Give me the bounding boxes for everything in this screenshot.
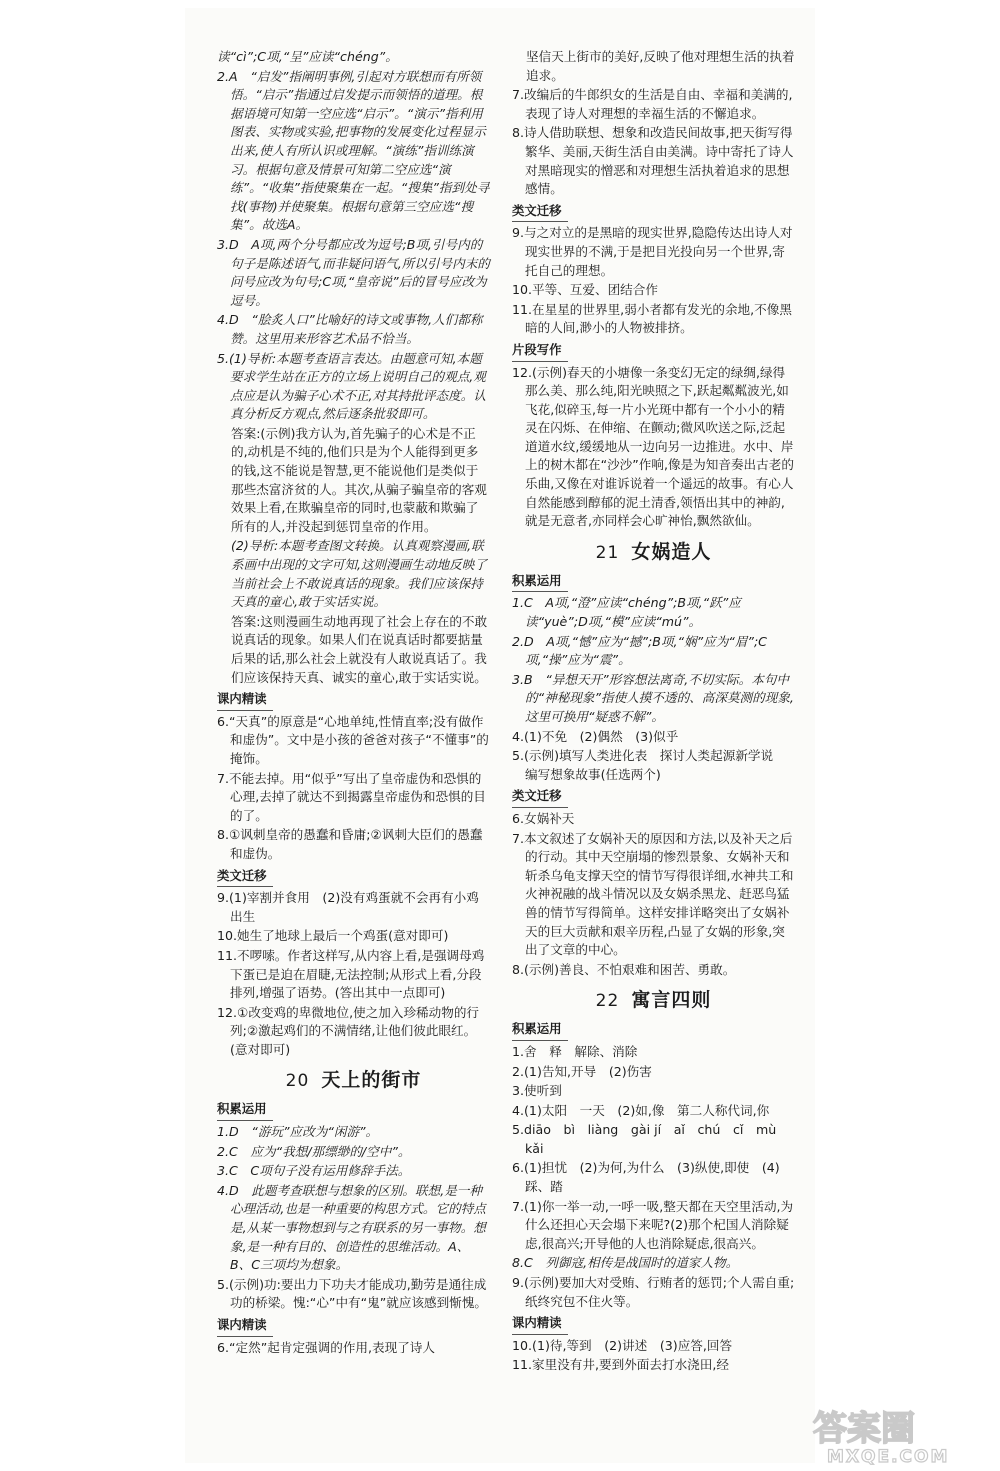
- answer-item: 4.D 此题考查联想与想象的区别。联想,是一种心理活动,也是一种重要的构思方式。它的特点是,从某一事物想到与之有联系的另一事物。想象,是一种有目的、创造性的思维活动。A、B、C三项均为想象。: [217, 1182, 486, 1273]
- answer-item: 3.使听到: [512, 1083, 562, 1099]
- answer-item: 3.C C项句子没有运用修辞手法。: [217, 1163, 411, 1179]
- answer-item: 8.诗人借助联想、想象和改造民间故事,把天街写得繁华、美丽,天街生活自由美满。诗中寄托了诗人对黑暗现实的憎恶和对理想生活执着追求的思想感情。: [512, 125, 794, 197]
- answer-item: 6.女娲补天: [512, 810, 575, 826]
- answer-item: 6.“天真”的原意是“心地单纯,性情直率;没有做作和虚伪”。文中是小孩的爸爸对孩子“不懂事”的掩饰。: [217, 713, 489, 766]
- lesson-number: 21: [595, 542, 620, 563]
- lesson-title: [512, 539, 795, 566]
- answer-item: 10.平等、互爱、团结合作: [512, 282, 658, 298]
- answer-item: 3.B “异想天开”形容想法离奇,不切实际。本句中的“神秘现象”指使人摸不透的、高深莫测的现象,这里可换用“疑惑不解”。: [512, 671, 794, 724]
- answer-item: 7.改编后的牛郎织女的生活是自由、幸福和美满的,表现了诗人对理想的幸福生活的不懈追求。: [512, 87, 793, 121]
- answer-column-right: [512, 48, 795, 1376]
- section-label: 积累运用: [512, 572, 568, 593]
- lesson-title: [512, 987, 795, 1014]
- answer-item: 3.D A项,两个分号都应改为逗号;B项,引号内的句子是陈述语气,而非疑问语气,所以引号内末的问号应改为句号;C项,“皇帝说”后的冒号应改为逗号。: [217, 236, 490, 308]
- answer-item: 10.(1)待,等到 (2)讲述 (3)应答,回答: [512, 1337, 733, 1353]
- lesson-name: 女娲造人: [631, 540, 712, 563]
- section-label: 课内精读: [217, 690, 273, 711]
- answer-item: 6.“定然”起肯定强调的作用,表现了诗人: [217, 1339, 435, 1355]
- answer-item: 7.不能去掉。用“似乎”写出了皇帝虚伪和恐惧的心理,去掉了就达不到揭露皇帝虚伪和恐惧的目的了。: [217, 770, 486, 823]
- answer-item: 1.舍 释 解除、消除: [512, 1043, 638, 1059]
- section-label: 课内精读: [217, 1316, 273, 1337]
- answer-item: 12.①改变鸡的卑微地位,使之加入珍稀动物的行列;②激起鸡们的不满情绪,让他们彼此眼红。(意对即可): [217, 1004, 480, 1057]
- answer-item: 4.(1)不免 (2)偶然 (3)似乎: [512, 728, 679, 744]
- answer-item: 6.(1)担忧 (2)为何,为什么 (3)纵使,即使 (4)踩、踏: [512, 1160, 780, 1195]
- answer-item: 11.家里没有井,要到外面去打水浇田,经: [512, 1357, 729, 1373]
- lesson-title: [217, 1067, 490, 1094]
- answer-item: 9.与之对立的是黑暗的现实世界,隐隐传达出诗人对现实世界的不满,于是把目光投向另一个世界,寄托自己的理想。: [512, 225, 793, 278]
- section-label: 课内精读: [512, 1314, 568, 1335]
- section-label: 类文迁移: [512, 202, 568, 223]
- answer-item: 4.(1)太阳 一天 (2)如,像 第二人称代词,你: [512, 1102, 770, 1118]
- section-label: 积累运用: [512, 1020, 568, 1041]
- answer-item: 2.A “启发”指阐明事例,引起对方联想而有所领悟。“启示”指通过启发提示而领悟的道理。根据语境可知第一空应选“启示”。“演示”指利用图表、实物或实验,把事物的发展变化过程显示出来,使人有所认识或理解。“演练”指训练演习。根据句意及情景可知第二空应选“演练”。“收集”指使聚集在一起。“搜集”指到处寻找(事物)并使聚集。根据句意第三空应选“搜集”。故选A。: [217, 68, 490, 233]
- answer-item: 4.D “脍炙人口”比喻好的诗文或事物,人们都称赞。这里用来形容艺术品不恰当。: [217, 312, 483, 346]
- answer-item: (2)导析:本题考查图文转换。认真观察漫画,联系画中出现的文字可知,这则漫画生动地反映了当前社会上不敢说真话的现象。我们应该保持天真的童心,敢于实话实说。: [231, 538, 487, 610]
- section-label: 片段写作: [512, 341, 568, 362]
- answer-item: 1.C A项,“澄”应读“chéng”;B项,“跃”应读“yuè”;D项,“模”应读“mú”。: [512, 595, 741, 630]
- answer-item: 1.D “游玩”应改为“闲游”。: [217, 1124, 379, 1140]
- answer-item: 8.C 列御寇,相传是战国时的道家人物。: [512, 1255, 739, 1271]
- answer-item: 2.(1)告知,开导 (2)伤害: [512, 1063, 652, 1079]
- answer-item: 11.在星星的世界里,弱小者都有发光的余地,不像黑暗的人间,渺小的人物被排挤。: [512, 301, 792, 336]
- lesson-number: 20: [285, 1071, 310, 1092]
- lesson-name: 天上的街市: [321, 1069, 422, 1092]
- answer-item: 2.C 应为“我想/那缥缈的/空中”。: [217, 1143, 411, 1159]
- answer-item: 5.(示例)功:要出力下功夫才能成功,勤劳是通往成功的桥梁。愧:“心”中有“鬼”就应该感到惭愧。: [217, 1276, 488, 1311]
- section-label: 类文迁移: [512, 787, 568, 808]
- watermark-line1: 答案圈: [813, 1409, 915, 1449]
- lesson-name: 寓言四则: [631, 989, 712, 1012]
- answer-item: 坚信天上街市的美好,反映了他对理想生活的执着追求。: [526, 49, 795, 83]
- answer-item: 8.①讽刺皇帝的愚蠢和昏庸;②讽刺大臣们的愚蠢和虚伪。: [217, 827, 483, 861]
- lesson-number: 22: [595, 991, 620, 1012]
- answer-item: 5.(示例)填写人类进化表 探讨人类起源新学说 编写想象故事(任选两个): [512, 748, 786, 782]
- watermark-line2: MXQE.COM: [827, 1447, 950, 1466]
- answer-item: 12.(示例)春天的小塘像一条变幻无定的绿绸,绿得那么美、那么纯,阳光映照之下,跃起粼粼波光,如飞花,似碎玉,每一片小光斑中都有一个小小的精灵在闪烁、在伸缩、在颤动;微风吹送之际,泛起道道水纹,缓缓地从一边向另一边推进。水中、岸上的树木都在“沙沙”作响,像是为知音奏出古老的乐曲,又像在对谁诉说着一个遥远的故事。有心人自然能感到醇郁的泥土清香,领悟出其中的神韵,就是无意者,亦同样会心旷神怡,飘然欲仙。: [512, 364, 794, 529]
- answer-item: 5.(1)导析:本题考查语言表达。由题意可知,本题要求学生站在正方的立场上说明自己的观点,观点应是认为骗子心术不正,对其持批评态度。认真分析反方观点,然后逐条批驳即可。: [217, 350, 486, 422]
- watermark-logo-icon: [805, 1402, 995, 1466]
- answer-item: 5.diāo bì liàng gài jí aǐ chú cǐ mù kǎi: [512, 1122, 789, 1156]
- answer-item: 9.(1)宰割并食用 (2)没有鸡蛋就不会再有小鸡出生: [217, 890, 479, 924]
- section-label: 类文迁移: [217, 867, 273, 888]
- answer-item: 2.D A项,“憾”应为“撼”;B项,“娴”应为“眉”;C项,“操”应为“震”。: [512, 633, 767, 668]
- answer-item: 7.(1)你一举一动,一呼一吸,整天都在天空里活动,为什么还担心天会塌下来呢?(2)那个杞国人消除疑虑,很高兴;开导他的人也消除疑虑,很高兴。: [512, 1198, 794, 1251]
- answer-item: 8.(示例)善良、不怕艰难和困苦、勇敢。: [512, 961, 736, 977]
- section-label: 积累运用: [217, 1100, 273, 1121]
- answer-item: 答案:(示例)我方认为,首先骗子的心术是不正的,动机是不纯的,他们只是为个人能得到更多的钱,这不能说是智慧,更不能说他们是类似于那些杰富济贫的人。其次,从骗子骗皇帝的客观效果上看,在欺骗皇帝的同时,也蒙蔽和欺骗了所有的人,并没起到惩罚皇帝的作用。: [231, 425, 487, 534]
- answer-item: 9.(示例)要加大对受贿、行贿者的惩罚;个人需自重;纸终究包不住火等。: [512, 1275, 795, 1309]
- answer-item: 读“cì”;C项,“呈”应读“chéng”。: [217, 49, 398, 64]
- answer-item: 10.她生了地球上最后一个鸡蛋(意对即可): [217, 928, 449, 944]
- watermark: [805, 1402, 995, 1466]
- answer-item: 答案:这则漫画生动地再现了社会上存在的不敢说真话的现象。如果人们在说真话时都要掂量后果的话,那么社会上就没有人敢说真话了。我们应该保持天真、诚实的童心,敢于实话实说。: [231, 613, 488, 685]
- answer-column-left: [217, 48, 490, 1358]
- answer-item: 11.不啰嗦。作者这样写,从内容上看,是强调母鸡下蛋已是迫在眉睫,无法控制;从形式上看,分段排列,增强了语势。(答出其中一点即可): [217, 947, 485, 1001]
- answer-item: 7.本文叙述了女娲补天的原因和方法,以及补天之后的行动。其中天空崩塌的惨烈景象、女娲补天和斩杀乌龟支撑天空的情节写得很详细,水神共工和火神祝融的战斗情况以及女娲杀黑龙、赶恶鸟猛兽的情节写得简单。这样安排详略突出了女娲补天的巨大贡献和艰辛历程,凸显了女娲的形象,突出了文章的中心。: [512, 830, 794, 958]
